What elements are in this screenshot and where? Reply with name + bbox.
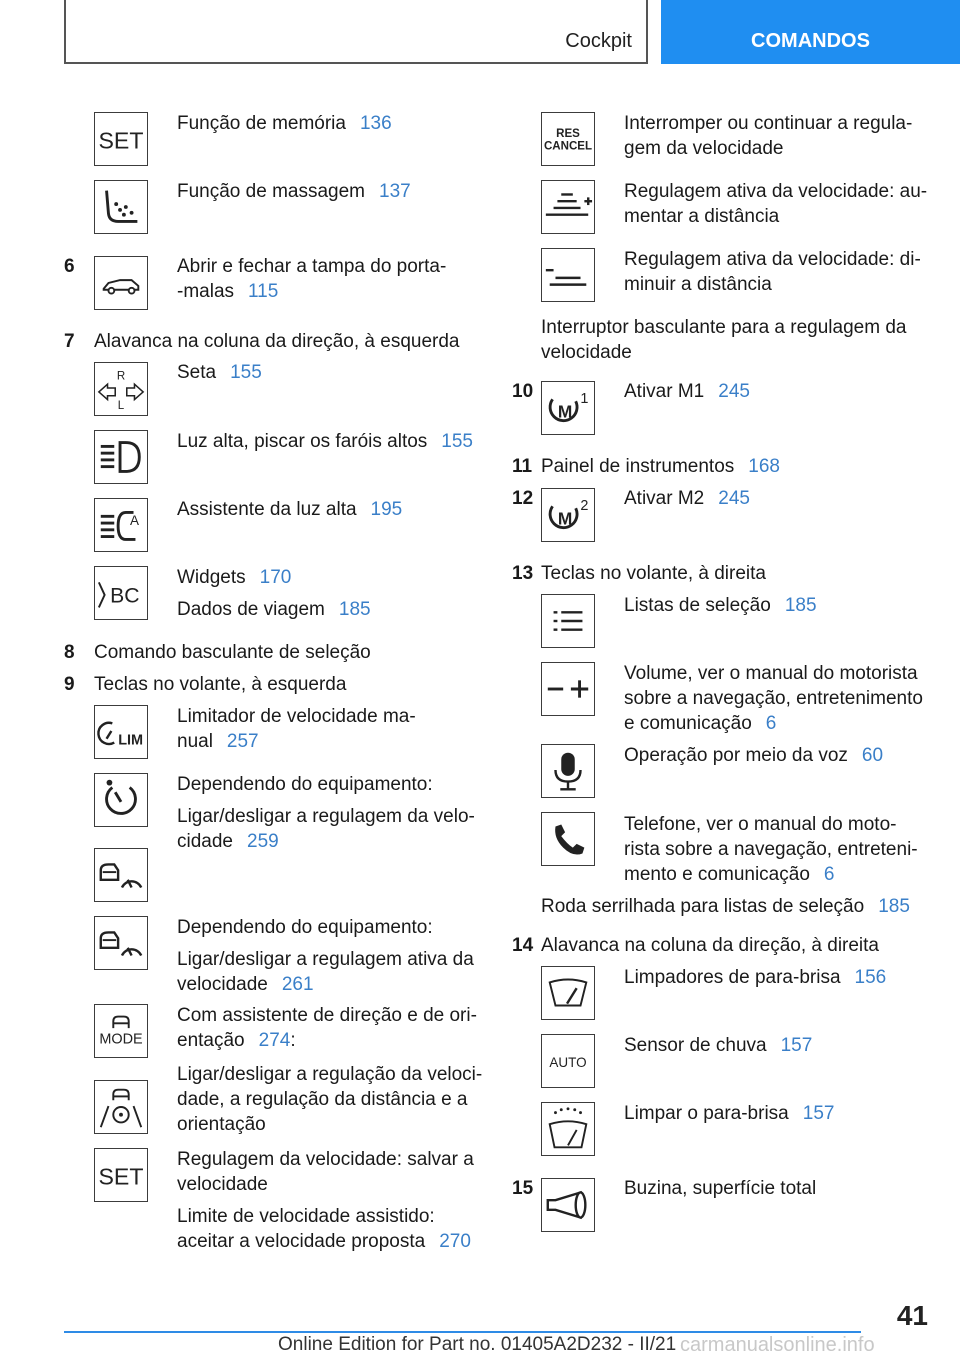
rocker-heading: Comando basculante de seleção	[94, 642, 371, 663]
svg-text:SET: SET	[98, 1163, 144, 1190]
svg-text:M: M	[557, 508, 573, 529]
distance-minus-line1: Regulagem ativa da velocidade: di-	[624, 249, 921, 270]
assist-toggle-line2: dade, a regulação da distância e a	[177, 1089, 468, 1110]
svg-text:MODE: MODE	[99, 1031, 143, 1048]
limiter-line1: Limitador de velocidade ma-	[177, 706, 416, 727]
volume-minus-plus-icon	[541, 662, 595, 716]
cluster-item: Painel de instrumentos 168	[541, 456, 780, 477]
lists-item: Listas de seleção 185	[624, 595, 817, 616]
distance-plus-line2: mentar a distância	[624, 206, 780, 227]
distance-plus-line1: Regulagem ativa da velocidade: au-	[624, 181, 928, 202]
cruise-line2: cidade 259	[177, 831, 279, 852]
high-beam-icon	[94, 430, 148, 484]
item-number: 7	[64, 331, 75, 352]
svg-text:RES: RES	[556, 128, 580, 141]
page-link[interactable]: 170	[259, 567, 292, 588]
rocker-switch-line1: Interruptor basculante para a regulagem da	[541, 317, 907, 338]
page-link[interactable]: 245	[718, 381, 750, 402]
footer-edition: Online Edition for Part no. 01405A2D232 - II/21	[278, 1334, 677, 1355]
cruise-control-icon	[94, 773, 148, 827]
set-icon-label: SET	[98, 127, 144, 154]
equip-note-2: Dependendo do equipamento:	[177, 917, 433, 938]
page-link[interactable]: 6	[765, 713, 777, 734]
assist-toggle-line3: orientação	[177, 1114, 266, 1135]
item-number: 10	[512, 381, 534, 402]
m1-item: Ativar M1 245	[624, 381, 750, 402]
header-section-tab	[64, 0, 648, 64]
page-link[interactable]: 168	[748, 456, 780, 477]
high-beam-assist-item: Assistente da luz alta 195	[177, 499, 403, 520]
wipers-item: Limpadores de para-brisa 156	[624, 967, 887, 988]
page-link[interactable]: 185	[878, 896, 910, 917]
page-link[interactable]: 60	[861, 745, 884, 766]
page-link[interactable]: 156	[854, 967, 887, 988]
wash-item: Limpar o para-brisa 157	[624, 1103, 835, 1124]
page-link[interactable]: 270	[439, 1231, 471, 1252]
thumbwheel-item: Roda serrilhada para listas de seleção 185	[541, 896, 910, 917]
page-number: 41	[896, 1300, 928, 1331]
cruise-line1: Ligar/desligar a regulagem da velo-	[177, 806, 475, 827]
resume-line1: Interromper ou continuar a regula-	[624, 113, 913, 134]
high-beam-item: Luz alta, piscar os faróis altos 155	[177, 431, 473, 452]
bc-button-icon	[94, 566, 148, 620]
memory-item: Função de memória 136	[177, 113, 392, 134]
set-icon	[94, 112, 148, 166]
phone-icon	[541, 812, 595, 866]
equip-note-1: Dependendo do equipamento:	[177, 774, 433, 795]
trunk-item-line1: Abrir e fechar a tampa do porta-	[177, 256, 447, 277]
volume-line2: sobre a navegação, entretenimento	[624, 688, 923, 709]
svg-text:LIM: LIM	[118, 732, 144, 749]
set-save-line2: velocidade	[177, 1174, 268, 1195]
limiter-line2: nual 257	[177, 731, 259, 752]
item-number: 9	[64, 674, 75, 695]
wiper-icon	[541, 966, 595, 1020]
rain-item: Sensor de chuva 157	[624, 1035, 813, 1056]
page-link[interactable]: 257	[226, 731, 259, 752]
set-icon	[94, 1148, 148, 1202]
page-link[interactable]: 155	[230, 362, 262, 383]
mode-icon	[94, 1004, 148, 1058]
phone-line1: Telefone, ver o manual do moto-	[624, 814, 897, 835]
page-link[interactable]: 185	[338, 599, 371, 620]
volume-line3: e comunicação 6	[624, 713, 777, 734]
lever-right-heading: Alavanca na coluna da direção, à direita	[541, 935, 880, 956]
item-number: 6	[64, 256, 75, 277]
page-link[interactable]: 259	[247, 831, 279, 852]
distance-minus-line2: minuir a distância	[624, 274, 772, 295]
acc-car-gauge-icon	[94, 848, 148, 902]
turn-item: Seta 155	[177, 362, 262, 383]
svg-text:A: A	[129, 513, 139, 528]
page-link[interactable]: 185	[784, 595, 817, 616]
acc-car-gauge-icon	[94, 916, 148, 970]
washer-icon	[541, 1102, 595, 1156]
section-title: Cockpit	[565, 30, 632, 52]
svg-text:2: 2	[580, 498, 589, 515]
page-link[interactable]: 157	[802, 1103, 835, 1124]
microphone-icon	[541, 744, 595, 798]
item-number: 14	[512, 935, 534, 956]
svg-text:L: L	[117, 400, 125, 413]
item-number: 11	[512, 456, 533, 477]
item-number: 15	[512, 1178, 534, 1199]
page-link[interactable]: 155	[441, 431, 473, 452]
massage-item: Função de massagem 137	[177, 181, 411, 202]
horn-icon	[541, 1178, 595, 1232]
svg-text:BC: BC	[110, 584, 140, 608]
svg-text:1: 1	[580, 391, 589, 408]
wheel-right-heading: Teclas no volante, à direita	[541, 563, 766, 584]
m2-icon	[541, 488, 595, 542]
svg-text:AUTO: AUTO	[549, 1054, 587, 1070]
steer-assist-line1: Com assistente de direção e de ori-	[177, 1005, 477, 1026]
svg-text:CANCEL: CANCEL	[543, 140, 593, 153]
auto-icon	[541, 1034, 595, 1088]
phone-line3: mento e comunicação 6	[624, 864, 835, 885]
steer-assist-line2: entação 274:	[177, 1030, 296, 1051]
rocker-switch-line2: velocidade	[541, 342, 632, 363]
page-link[interactable]: 137	[379, 181, 411, 202]
trunk-item-line2: -malas 115	[177, 281, 279, 302]
page-link[interactable]: 245	[718, 488, 750, 509]
footer-divider	[64, 1331, 861, 1333]
page-link[interactable]: 136	[359, 113, 392, 134]
high-beam-assist-icon	[94, 498, 148, 552]
page-link[interactable]: 195	[370, 499, 403, 520]
m2-item: Ativar M2 245	[624, 488, 750, 509]
item-number: 13	[512, 563, 534, 584]
phone-line2: rista sobre a navegação, entreteni-	[624, 839, 918, 860]
watermark: carmanualsonline.info	[680, 1334, 875, 1356]
res-cancel-icon	[541, 112, 595, 166]
m1-icon	[541, 381, 595, 435]
widgets-item: Widgets 170	[177, 567, 292, 588]
page-link[interactable]: 115	[248, 281, 279, 302]
svg-text:M: M	[557, 401, 573, 422]
page-link[interactable]: 261	[281, 974, 314, 995]
voice-item: Operação por meio da voz 60	[624, 745, 884, 766]
wheel-left-heading: Teclas no volante, à esquerda	[94, 674, 347, 695]
turn-signal-icon	[94, 362, 148, 416]
assist-toggle-line1: Ligar/desligar a regulação da veloci-	[177, 1064, 483, 1085]
massage-seat-icon	[94, 180, 148, 234]
speed-limit-line2: aceitar a velocidade proposta 270	[177, 1231, 471, 1252]
page-link[interactable]: 6	[823, 864, 835, 885]
page-link[interactable]: 274	[258, 1030, 291, 1051]
item-number: 12	[512, 488, 534, 509]
svg-text:R: R	[116, 370, 126, 383]
list-icon	[541, 594, 595, 648]
limiter-icon	[94, 705, 148, 759]
lever-left-heading: Alavanca na coluna da direção, à esquerda	[94, 331, 460, 352]
header-chapter-tab	[661, 0, 960, 64]
chapter-title: COMANDOS	[751, 30, 870, 52]
page-link[interactable]: 157	[780, 1035, 813, 1056]
acc-line1: Ligar/desligar a regulagem ativa da	[177, 949, 474, 970]
speed-limit-line1: Limite de velocidade assistido:	[177, 1206, 435, 1227]
volume-line1: Volume, ver o manual do motorista	[624, 663, 918, 684]
acc-line2: velocidade 261	[177, 974, 314, 995]
horn-item: Buzina, superfície total	[624, 1178, 817, 1199]
trunk-car-icon	[94, 256, 148, 310]
steering-assist-icon	[94, 1080, 148, 1134]
distance-minus-icon	[541, 248, 595, 302]
set-save-line1: Regulagem da velocidade: salvar a	[177, 1149, 474, 1170]
distance-plus-icon	[541, 180, 595, 234]
item-number: 8	[64, 642, 75, 663]
trip-item: Dados de viagem 185	[177, 599, 371, 620]
resume-line2: gem da velocidade	[624, 138, 784, 159]
